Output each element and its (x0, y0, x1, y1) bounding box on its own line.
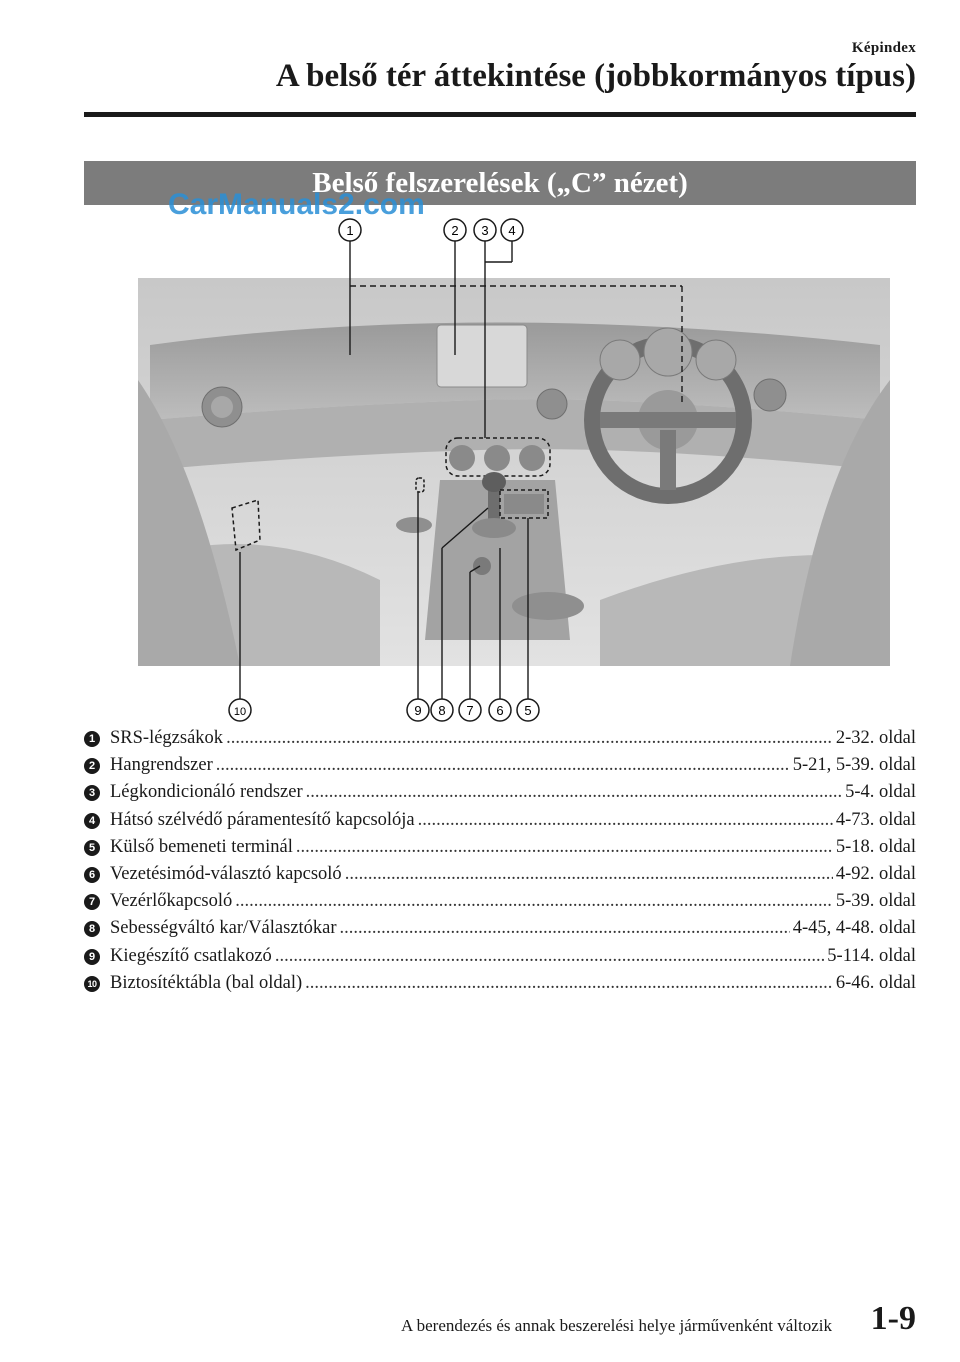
item-label: Kiegészítő csatlakozó (110, 945, 272, 966)
item-label: Hátsó szélvédő páramentesítő kapcsolója (110, 809, 415, 830)
dot-leader (235, 891, 833, 912)
item-number: 3 (84, 785, 100, 801)
page-reference: 4-45, 4-48. oldal (792, 918, 916, 939)
item-list (84, 728, 916, 1000)
display-screen (437, 325, 527, 387)
svg-text:5: 5 (524, 703, 532, 718)
callout-3 (474, 219, 496, 241)
page-title: A belső tér áttekintése (jobbkormányos típus) (275, 58, 916, 94)
item-number: 4 (84, 813, 100, 829)
svg-text:10: 10 (233, 706, 247, 718)
dot-leader (296, 837, 833, 858)
list-item (84, 918, 916, 945)
list-item (84, 755, 916, 782)
right-air-vent (754, 379, 786, 411)
item-label: Külső bemeneti terminál (110, 836, 293, 857)
climate-knobs (449, 445, 545, 471)
svg-text:4: 4 (508, 223, 516, 238)
watermark: CarManuals2.com (168, 188, 425, 221)
item-number: 2 (84, 758, 100, 774)
list-item (84, 973, 916, 1000)
item-number: 6 (84, 867, 100, 883)
svg-text:8: 8 (438, 703, 446, 718)
page-reference: 4-92. oldal (835, 863, 916, 884)
callout-10 (229, 699, 251, 721)
callout-4 (501, 219, 523, 241)
dot-leader (216, 755, 790, 776)
page-reference: 5-18. oldal (835, 836, 916, 857)
list-item (84, 946, 916, 973)
page-reference: 5-114. oldal (827, 945, 916, 966)
page-reference: 2-32. oldal (835, 728, 916, 748)
svg-text:9: 9 (414, 703, 422, 718)
callout-5 (517, 699, 539, 721)
page-reference: 5-21, 5-39. oldal (792, 755, 916, 776)
page-reference: 5-39. oldal (835, 891, 916, 912)
callout-7 (459, 699, 481, 721)
item-number: 5 (84, 840, 100, 856)
list-item (84, 782, 916, 809)
commander-knob (473, 557, 491, 575)
callout-2 (444, 219, 466, 241)
item-number: 9 (84, 949, 100, 965)
item-label: Vezérlőkapcsoló (110, 891, 233, 912)
page-number: 1-9 (870, 1300, 916, 1337)
footer-note: A berendezés és annak beszerelési helye járművenként változik (401, 1316, 832, 1335)
section-banner: Belső felszerelések („C” nézet) (84, 161, 916, 205)
dot-leader (340, 918, 790, 939)
input-terminals (504, 494, 544, 514)
callout-1 (339, 219, 361, 241)
callout-8 (431, 699, 453, 721)
dot-leader (305, 973, 833, 994)
cup-holder-left (396, 517, 432, 533)
item-label: Vezetésimód-választó kapcsoló (110, 863, 342, 884)
list-item (84, 810, 916, 837)
list-item (84, 891, 916, 918)
item-label: Légkondicionáló rendszer (110, 782, 303, 803)
dot-leader (345, 864, 833, 885)
dot-leader (306, 782, 842, 803)
svg-text:3: 3 (481, 223, 489, 238)
item-number: 7 (84, 894, 100, 910)
list-item (84, 728, 916, 755)
page-reference: 6-46. oldal (835, 972, 916, 993)
item-label: Hangrendszer (110, 755, 213, 776)
callout-9 (407, 699, 429, 721)
center-air-vent (537, 389, 567, 419)
cup-holder-right (512, 592, 584, 620)
item-label: Biztosítéktábla (bal oldal) (110, 972, 303, 993)
item-label: SRS-légzsákok (110, 728, 224, 748)
callout-6 (489, 699, 511, 721)
svg-text:1: 1 (346, 223, 354, 238)
page-reference: 5-4. oldal (845, 782, 916, 803)
item-number: 8 (84, 921, 100, 937)
dot-leader (418, 810, 833, 831)
svg-text:7: 7 (466, 703, 474, 718)
list-item (84, 837, 916, 864)
svg-text:6: 6 (496, 703, 504, 718)
page-reference: 4-73. oldal (835, 809, 916, 830)
dot-leader (275, 946, 824, 967)
item-label: Sebességváltó kar/Választókar (110, 918, 337, 939)
section-label: Képindex (851, 40, 916, 56)
dot-leader (226, 728, 833, 749)
svg-text:2: 2 (451, 223, 459, 238)
item-number: 10 (84, 976, 100, 992)
list-item (84, 864, 916, 891)
item-number: 1 (84, 731, 100, 747)
